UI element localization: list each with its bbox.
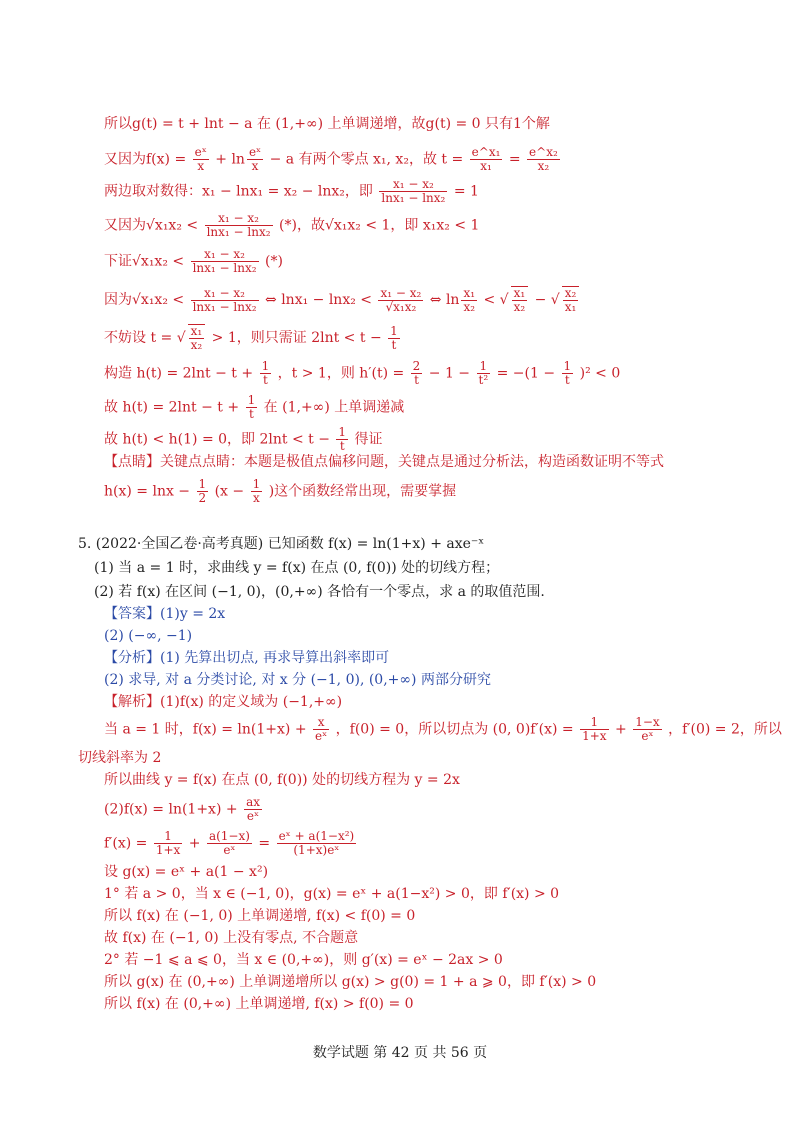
solution-3: 切线斜率为 2 <box>78 750 162 766</box>
fraction: $\frac{\text{x₂}}{\text{x₁}}$ <box>562 286 580 314</box>
fraction: $\frac{a(1-x)}{\text{eˣ}}$ <box>208 829 250 857</box>
analysis-1: 【分析】(1) 先算出切点, 再求导算出斜率即可 <box>104 650 390 666</box>
problem-title: 5. (2022·全国乙卷·高考真题) 已知函数 f(x) = ln(1+x) + axe⁻ˣ <box>78 536 485 552</box>
solution-7: 设 g(x) = eˣ + a(1 − x²) <box>104 864 269 880</box>
fraction: $\frac{1}{t}$ <box>563 359 572 387</box>
fraction: $\frac{1}{t}$ <box>390 323 398 352</box>
solution-4: 所以曲线 y = f(x) 在点 (0, f(0)) 处的切线方程为 y = 2x <box>104 772 460 788</box>
solution-11: 2° 若 −1 ⩽ a ⩽ 0，当 x ∈ (0,+∞)，则 g′(x) = eˣ − 2ax > 0 <box>104 952 503 968</box>
line-2: 又因为f(x) = $\frac{\text{eˣ}}{x}$ + ln $\frac{\text{eˣ}}{x}$ − a 有两个零点 x₁, x₂，故 t = $\frac{\text{e\textasciicircum{}x₁}}{\text{x₁}}$ = $\frac{\text{e\textasciicircum{}x₂}}{\text{x₂}}$ <box>104 145 558 173</box>
fraction: $\frac{1}{t}$ <box>338 425 347 453</box>
solution-12: 所以 g(x) 在 (0,+∞) 上单调递增所以 g(x) > g(0) = 1 + a ⩾ 0，即 f′(x) > 0 <box>104 974 597 990</box>
fraction: $\frac{x}{\text{eˣ}}$ <box>315 715 328 743</box>
fraction: $\frac{\text{x₁}}{\text{x₂}}$ <box>463 285 476 314</box>
fraction: $\frac{1}{\text{t²}}$ <box>478 359 489 387</box>
line-9: 故 h(t) = 2lnt − t + $\frac{1}{t}$ 在 (1,+∞) 上单调递减 <box>104 393 405 421</box>
line-4: 又因为√x₁x₂ < $\frac{\text{x₁ − x₂}}{\text{lnx₁ − lnx₂}}$ (*)，故√x₁x₂ < 1，即 x₁x₂ < 1 <box>104 211 480 239</box>
fraction: $\frac{1}{t}$ <box>247 393 256 421</box>
fraction: $\frac{\text{eˣ + a(1−x²)}}{\text{(1+x)eˣ}}$ <box>278 829 355 857</box>
analysis-2: (2) 求导, 对 a 分类讨论, 对 x 分 (−1, 0), (0,+∞) 两部分研究 <box>104 672 491 688</box>
fraction: $\frac{\text{x₁ − x₂}}{\text{lnx₁ − lnx₂}}$ <box>381 177 446 205</box>
solution-5: (2)f(x) = ln(1+x) + $\frac{ax}{\text{eˣ}}$ <box>104 795 260 823</box>
solution-2: 当 a = 1 时，f(x) = ln(1+x) + $\frac{x}{\text{eˣ}}$ ，f(0) = 0，所以切点为 (0, 0)f′(x) = $\frac{1}{1+x}$ + $\frac{1-x}{\text{eˣ}}$ ，f′(0) = 2，所以 <box>104 715 782 743</box>
solution-9: 所以 f(x) 在 (−1, 0) 上单调递增, f(x) < f(0) = 0 <box>104 908 416 924</box>
answer-1: 【答案】(1)y = 2x <box>104 606 226 622</box>
fraction: $\frac{2}{t}$ <box>412 359 421 387</box>
text: 又因为f(x) = <box>104 151 187 168</box>
fraction: $\frac{\text{eˣ}}{x}$ <box>194 145 207 173</box>
fraction: $\frac{1}{x}$ <box>252 477 261 505</box>
line-7: 不妨设 t = √ $\frac{\text{x₁}}{\text{x₂}}$ > 1，则只需证 2lnt < t − $\frac{1}{t}$ <box>104 323 398 352</box>
solution-1: 【解析】(1)f(x) 的定义域为 (−1,+∞) <box>104 694 343 710</box>
fraction: $\frac{\text{x₁ − x₂}}{\text{√x₁x₂}}$ <box>380 285 422 314</box>
page-footer: 数学试题 第 42 页 共 56 页 <box>312 1045 488 1061</box>
fraction: $\frac{\text{x₁}}{\text{x₂}}$ <box>511 286 529 314</box>
fraction: $\frac{\text{x₁ − x₂}}{\text{lnx₁ − lnx₂}}$ <box>206 211 271 239</box>
solution-13: 所以 f(x) 在 (0,+∞) 上单调递增, f(x) > f(0) = 0 <box>104 996 414 1012</box>
problem-q2: (2) 若 f(x) 在区间 (−1, 0)，(0,+∞) 各恰有一个零点，求 a 的取值范围. <box>94 584 545 600</box>
line-5: 下证√x₁x₂ < $\frac{\text{x₁ − x₂}}{\text{lnx₁ − lnx₂}}$ (*) <box>104 247 283 275</box>
fraction: $\frac{1}{1+x}$ <box>582 715 607 743</box>
solution-8: 1° 若 a > 0，当 x ∈ (−1, 0)，g(x) = eˣ + a(1−x²) > 0，即 f′(x) > 0 <box>104 886 560 902</box>
note-line: 【点睛】关键点点睛：本题是极值点偏移问题，关键点是通过分析法，构造函数证明不等式 <box>104 454 664 470</box>
fraction: $\frac{1}{2}$ <box>198 477 207 505</box>
fraction: $\frac{\text{x₁}}{\text{x₂}}$ <box>188 324 206 352</box>
fraction: $\frac{ax}{\text{eˣ}}$ <box>246 795 260 823</box>
answer-2: (2) (−∞, −1) <box>104 628 193 644</box>
fraction: $\frac{\text{e\textasciicircum{}x₁}}{\text{x₁}}$ <box>471 145 501 173</box>
line-3: 两边取对数得：x₁ − lnx₁ = x₂ − lnx₂，即 $\frac{\text{x₁ − x₂}}{\text{lnx₁ − lnx₂}}$ = 1 <box>104 177 479 205</box>
fraction: $\frac{1-x}{\text{eˣ}}$ <box>635 715 660 743</box>
line-8: 构造 h(t) = 2lnt − t + $\frac{1}{t}$ ，t > 1，则 h′(t) = $\frac{2}{t}$ − 1 − $\frac{1}{\text{t²}}$ = −(1 − $\frac{1}{t}$ )² < 0 <box>104 359 621 387</box>
fraction: $\frac{1}{t}$ <box>261 359 270 387</box>
problem-q1: (1) 当 a = 1 时，求曲线 y = f(x) 在点 (0, f(0)) 处的切线方程； <box>94 560 500 576</box>
line-12: h(x) = lnx − $\frac{1}{2}$ (x − $\frac{1}{x}$ )这个函数经常出现，需要掌握 <box>104 477 457 505</box>
solution-6: f′(x) = $\frac{1}{1+x}$ + $\frac{a(1-x)}{\text{eˣ}}$ = $\frac{\text{eˣ + a(1−x²)}}{\text{(1+x)eˣ}}$ <box>104 829 355 857</box>
line-10: 故 h(t) < h(1) = 0，即 2lnt < t − $\frac{1}{t}$ 得证 <box>104 425 383 453</box>
line-1: 所以g(t) = t + lnt − a 在 (1,+∞) 上单调递增，故g(t) = 0 只有1个解 <box>104 116 550 132</box>
fraction: $\frac{\text{eˣ}}{x}$ <box>248 145 262 173</box>
fraction: $\frac{\text{x₁ − x₂}}{\text{lnx₁ − lnx₂}}$ <box>192 247 257 275</box>
fraction: $\frac{\text{e\textasciicircum{}x₂}}{\text{x₂}}$ <box>529 145 558 173</box>
solution-10: 故 f(x) 在 (−1, 0) 上没有零点, 不合题意 <box>104 930 359 946</box>
fraction: $\frac{1}{1+x}$ <box>155 829 181 857</box>
line-6: 因为√x₁x₂ < $\frac{\text{x₁ − x₂}}{\text{lnx₁ − lnx₂}}$ ⇔ lnx₁ − lnx₂ < $\frac{\text{x₁ − x₂}}{\text{√x₁x₂}}$ ⇔ ln $\frac{\text{x₁}}{\text{x₂}}$ < √ $\frac{\text{x₁}}{\text{x₂}}$ − √ $\frac{\text{x₂}}{\text{x₁}}$ <box>104 286 581 314</box>
fraction: $\frac{\text{x₁ − x₂}}{\text{lnx₁ − lnx₂}}$ <box>192 285 257 314</box>
